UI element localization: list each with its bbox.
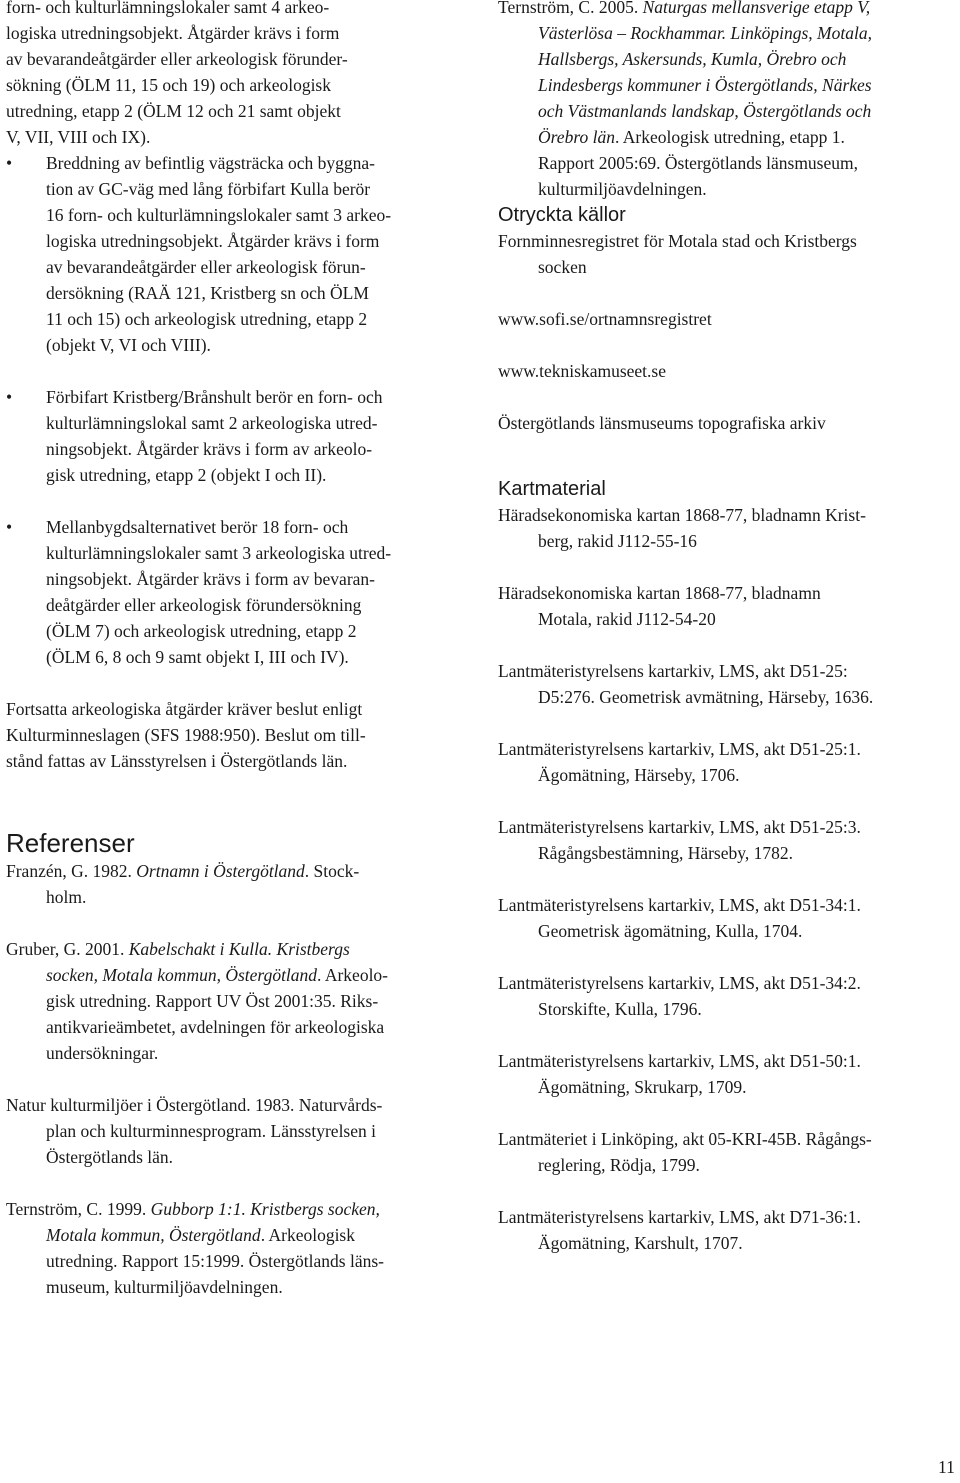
bullet-list <box>6 150 468 670</box>
unprinted-sources-heading: Otryckta källor <box>498 204 626 226</box>
intro-paragraph: forn- och kulturlämningslokaler samt 4 arkeo- logiska utredningsobjekt. Åtgärder krävs i form av bevarandeåtgärder eller arkeologisk förunder- sökning (ÖLM 11, 15 och 19) och arkeologisk utredning, etapp 2 (ÖLM 12 och 21 samt objekt V, VII, VIII och IX). <box>6 0 348 147</box>
map-entry: Häradsekonomiska kartan 1868-77, bladnamn Motala, rakid J112-54-20 <box>498 583 821 629</box>
map-entry: Lantmäteriet i Linköping, akt 05-KRI-45B. Rågångs- reglering, Rödja, 1799. <box>498 1129 872 1175</box>
page-number: 11 <box>938 1457 955 1477</box>
map-entry: Häradsekonomiska kartan 1868-77, bladnamn Krist- berg, rakid J112-55-16 <box>498 505 866 551</box>
map-entry: Lantmäteristyrelsens kartarkiv, LMS, akt D71-36:1. Ägomätning, Karshult, 1707. <box>498 1207 861 1253</box>
map-entry: Lantmäteristyrelsens kartarkiv, LMS, akt D51-34:2. Storskifte, Kulla, 1796. <box>498 973 861 1019</box>
reference-entry: Franzén, G. 1982. Ortnamn i Östergötland. Stock- holm. <box>6 861 360 907</box>
map-entry: Lantmäteristyrelsens kartarkiv, LMS, akt D51-25:1. Ägomätning, Härseby, 1706. <box>498 739 861 785</box>
map-entry: Lantmäteristyrelsens kartarkiv, LMS, akt D51-25: D5:276. Geometrisk avmätning, Härseby, 1636. <box>498 661 874 707</box>
map-material-heading: Kartmaterial <box>498 478 606 500</box>
bullet-item: • Förbifart Kristberg/Brånshult berör en forn- och kulturlämningslokal samt 2 arkeologiska utred- ningsobjekt. Åtgärder krävs i form av arkeolo- gisk utredning, etapp 2 (objekt I och II). <box>6 384 468 488</box>
reference-entry: Gruber, G. 2001. Kabelschakt i Kulla. Kristbergs socken, Motala kommun, Östergötland. Arkeolo- gisk utredning. Rapport UV Öst 2001:35. Riks- antikvarieämbetet, avdelningen för arkeologiska undersökningar. <box>6 939 389 1063</box>
bullet-icon: • <box>6 387 13 407</box>
bullet-item: • Mellanbygdsalternativet berör 18 forn- och kulturlämningslokaler samt 3 arkeologiska utred- ningsobjekt. Åtgärder krävs i form av bevaran- deåtgärder eller arkeologisk förundersökning (ÖLM 7) och arkeologisk utredning, etapp 2 (ÖLM 6, 8 och 9 samt objekt I, III och IV). <box>6 514 468 670</box>
closing-paragraph: Fortsatta arkeologiska åtgärder kräver beslut enligt Kulturminneslagen (SFS 1988:950). Beslut om till- stånd fattas av Länsstyrelsen i Östergötlands län. <box>6 699 366 771</box>
map-entry: Lantmäteristyrelsens kartarkiv, LMS, akt D51-34:1. Geometrisk ägomätning, Kulla, 1704. <box>498 895 861 941</box>
left-column <box>6 0 468 1300</box>
source-entry: Östergötlands länsmuseums topografiska arkiv <box>498 413 826 433</box>
map-entry: Lantmäteristyrelsens kartarkiv, LMS, akt D51-50:1. Ägomätning, Skrukarp, 1709. <box>498 1051 861 1097</box>
references-heading: Referenser <box>6 828 135 858</box>
reference-entry: Natur kulturmiljöer i Östergötland. 1983. Naturvårds- plan och kulturminnesprogram. Länsstyrelsen i Östergötlands län. <box>6 1095 383 1167</box>
source-entry: www.tekniskamuseet.se <box>498 361 666 381</box>
source-entry: www.sofi.se/ortnamnsregistret <box>498 309 712 329</box>
bullet-icon: • <box>6 517 13 537</box>
bullet-item: • Breddning av befintlig vägsträcka och byggna- tion av GC-väg med lång förbifart Kulla berör 16 forn- och kulturlämningslokaler samt 3 arkeo- logiska utredningsobjekt. Åtgärder krävs i form av bevarandeåtgärder eller arkeologisk förun- dersökning (RAÄ 121, Kristberg sn och ÖLM 11 och 15) och arkeologisk utredning, etapp 2 (objekt V, VI och VIII). <box>6 150 468 358</box>
reference-entry: Ternström, C. 2005. Naturgas mellansverige etapp V, Västerlösa – Rockhammar. Linköpings, Motala, Hallsbergs, Askersunds, Kumla, Örebro och Lindesbergs kommuner i Östergötlands, Närkes och Västmanlands landskap, Östergötlands och Örebro län. Arkeologisk utredning, etapp 1. Rapport 2005:69. Östergötlands länsmuseum, kulturmiljöavdelningen. <box>498 0 872 199</box>
bullet-icon: • <box>6 153 13 173</box>
reference-entry: Ternström, C. 1999. Gubborp 1:1. Kristbergs socken, Motala kommun, Östergötland. Arkeologisk utredning. Rapport 15:1999. Östergötlands läns- museum, kulturmiljöavdelningen. <box>6 1199 384 1297</box>
right-column <box>498 0 954 1256</box>
source-entry: Fornminnesregistret för Motala stad och Kristbergs socken <box>498 231 857 277</box>
map-entry: Lantmäteristyrelsens kartarkiv, LMS, akt D51-25:3. Rågångsbestämning, Härseby, 1782. <box>498 817 861 863</box>
